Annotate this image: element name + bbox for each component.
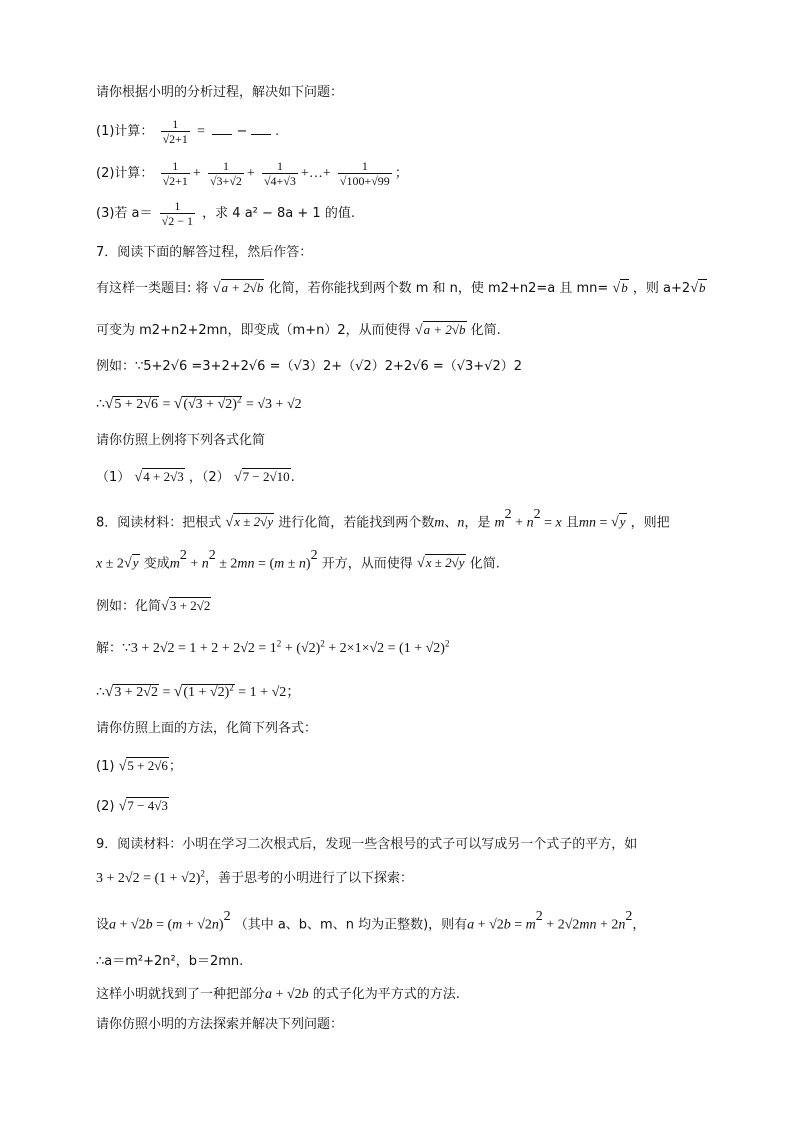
line-q1: (1)计算： $\frac{1}{√2+1}$ = − . [96,117,279,146]
line-q2: (2)计算： $\frac{1}{√2+1}$ + $\frac{1}{√3+√2}$ + $\frac{1}{√4+√3}$ +…+ $\frac{1}{√100+√99}$ ； [96,159,408,188]
q3-text: ，求 4 a² − 8a + 1 的值. [202,206,355,221]
line-p7-example: 例如：∵5+2√6 =3+2+2√6 =（√3）2+（√2）2+2√6 =（√3+√2）2 [96,359,523,374]
line-intro: 请你根据小明的分析过程，解决如下问题： [96,85,344,100]
line-p7-instruct: 请你仿照上例将下列各式化简 [96,433,266,448]
p8-solution-label: 解： [96,641,123,656]
problem-7-title: 7．阅读下面的解答过程，然后作答： [96,245,313,260]
p9-text-a: ，善于思考的小明进行了以下探索： [204,871,413,886]
p8-text-g: 开方，从而使得 [321,556,413,572]
p7-text-b: 化简，若你能找到两个数 m 和 n，使 m2+n2=a 且 mn= [268,281,609,296]
line-p8-item2: (2) √7 − 4√3 [96,798,168,814]
p9-text-c: （其中 a、b、m、n 均为正整数)，则有 [234,917,468,933]
p8-text-c: ，是 [464,515,491,531]
p7-text-e: 化简. [470,323,501,338]
p9-text-b: 设 [96,917,110,933]
line-p9-assume: 设$a + √2b = (m + √2n)^2$ （其中 a、b、m、n 均为正整数)，则有$a + √2b = m^2 + 2√2mn + 2n^2$， [96,909,646,933]
line-p7-cont: 可变为 m2+n2+2mn，即变成（m+n）2，从而使得 √a + 2√b 化简. [96,322,501,338]
line-p9-method: 这样小明就找到了一种把部分a + √2b 的式子化为平方式的方法. [96,987,460,1002]
problem-9-title: 9．阅读材料：小明在学习二次根式后，发现一些含根号的式子可以写成另一个式子的平方，如 [96,837,638,852]
p7-text-a: 有这样一类题目: 将 [96,281,209,296]
q1-fraction: $\frac{1}{√2+1}$ [162,117,188,146]
line-p8-therefore: ∴√3 + $2√2 = √(1 + √2)^2 = 1 + √2$； [96,682,301,700]
line-p8-instruct: 请你仿照上面的方法，化简下列各式： [96,721,318,736]
p8-example-label: 例如：化简 [96,599,162,614]
q1-label: (1)计算： [96,124,154,139]
p7-item2-label: ，（2） [188,470,230,485]
line-p8-example: 例如：化简√3 + 2√2 [96,598,211,614]
p8-text-h: 化简. [469,556,500,572]
line-p8-item1: (1) √5 + 2√6； [96,758,182,774]
q3-label: (3)若 a＝ [96,206,153,221]
p7-text-c: ，则 a+2 [632,281,691,296]
p9-text-d: 这样小明就找到了一种把部分 [96,987,266,1002]
line-p8-cont: x ± 2√y 变成$m^2 + n^2 \pm 2mn = (m \pm n)^2$ 开方，从而使得 √x ± 2√y 化简. [96,548,500,572]
line-p7-desc: 有这样一类题目: 将 √a + 2√b 化简，若你能找到两个数 m 和 n，使 m2+n2=a 且 mn= √b ，则 a+2√b [96,280,706,296]
p8-text-b: 进行化简，若能找到两个数 [278,515,435,531]
line-q3: (3)若 a＝ $\frac{1}{√2 - 1}$ ，求 4 a² − 8a + 1 的值. [96,199,355,228]
line-p9-therefore: ∴a＝m²+2n²，b＝2mn. [96,954,244,969]
q1-minus: − [236,124,248,139]
p8-text-e: ，则把 [630,515,670,531]
line-p8-solution: 解：∵3 + $2√2 = 1 + 2 + 2√2 = 1^2 + (√2)^2 + 2\times 1\times√2 = (1 + √2)^2$ [96,638,450,656]
q2-label: (2)计算： [96,166,154,181]
p8-text-f: 变成 [143,556,170,572]
p7-text-d: 可变为 m2+n2+2mn，即变成（m+n）2，从而使得 [96,323,411,338]
problem-8-title: 8．阅读材料：把根式 √x ± 2√y 进行化简，若能找到两个数m、n，是 $m^2 + n^2 = x$ 且mn = √y ，则把 [96,507,670,531]
line-p9-example: $3 + 2√2 = (1 + √2)^2$，善于思考的小明进行了以下探索： [96,868,413,886]
line-p7-therefore: ∴√5 + $2√6 = √(√3 + √2)^2 = √3 + √2$ [96,394,302,412]
line-p9-instruct: 请你仿照小明的方法探索并解决下列问题： [96,1017,344,1032]
p9-text-e: 的式子化为平方式的方法. [312,987,460,1002]
p8-text-d: 且 [565,515,579,531]
line-p7-items: （1） √4 + 2√3 ，（2） √7 − 2√10. [96,469,295,485]
p8-text-a: 8．阅读材料：把根式 [96,515,222,531]
p7-item1-label: （1） [96,470,131,485]
